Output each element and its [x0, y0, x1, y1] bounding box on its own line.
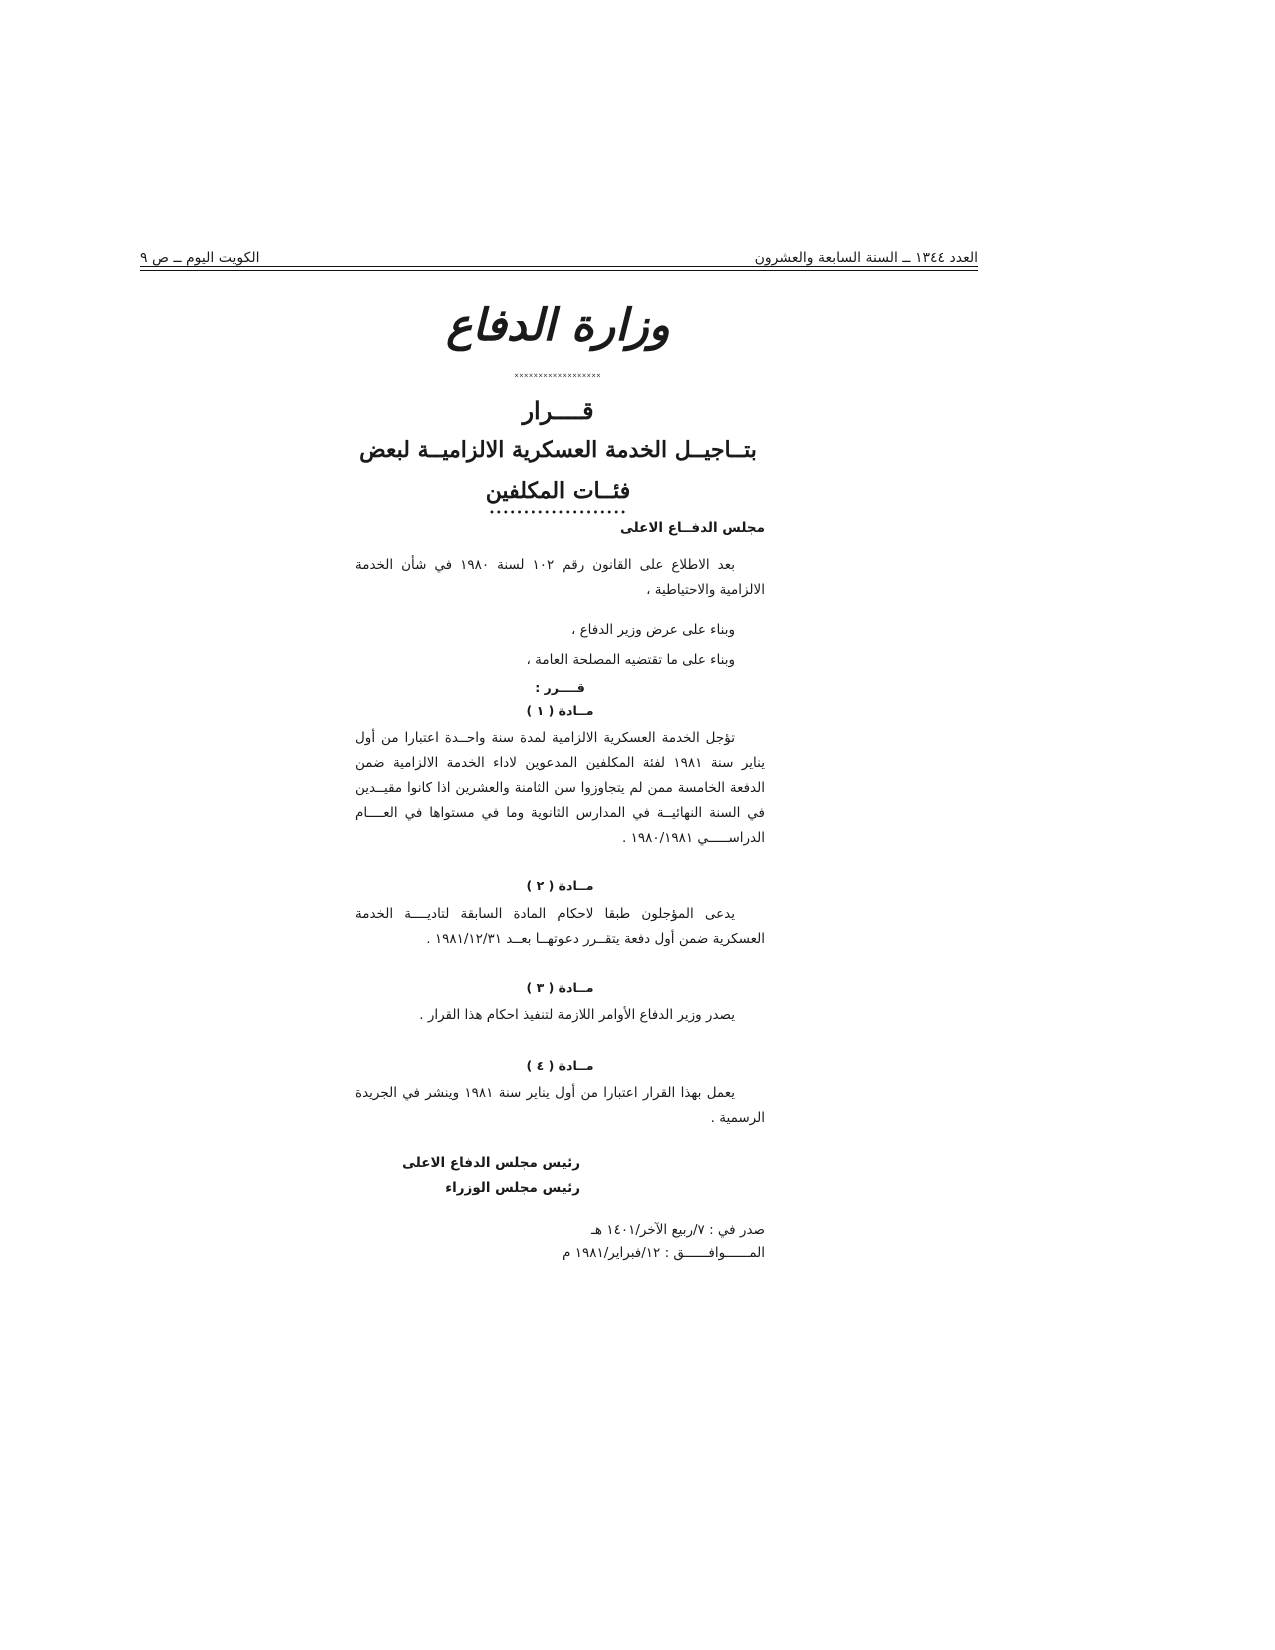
article-4-heading: مــادة ( ٤ )	[526, 1058, 594, 1073]
article-2-text: يدعى المؤجلون طبقا لاحكام المادة السابقة لتاديــــة الخدمة العسكرية ضمن أول دفعة يتقــرر دعوتهــا بعــد ١٩٨١/١٢/٣١ .	[355, 906, 765, 947]
issue-date-hijri: صدر في : ٧/ربيع الآخر/١٤٠١ هـ	[590, 1222, 765, 1238]
article-3-heading: مــادة ( ٣ )	[526, 980, 594, 995]
signature-title-2: رئيس مجلس الوزراء	[445, 1180, 580, 1196]
decision-subject-line-2: فئــات المكلفين	[485, 478, 631, 504]
article-2-heading: مــادة ( ٢ )	[526, 878, 594, 893]
header-rule-bottom	[140, 270, 978, 271]
gazette-name-page: الكويت اليوم ــ ص ٩	[140, 250, 260, 266]
article-1-text: تؤجل الخدمة العسكرية الالزامية لمدة سنة واحــدة اعتبارا من أول يناير سنة ١٩٨١ لفئة المكلفين المدعوين لاداء الخدمة الالزامية ضمن الدفعة الخامسة ممن لم يتجاوزوا سن الثامنة والعشرين اذا كانوا مقيــدين في السنة النهائيــة في المدارس الثانوية وما في مستواها في العــــام الدراســـــي ١٩٨٠/١٩٨١ .	[355, 730, 765, 846]
article-4-text: يعمل بهذا القرار اعتبارا من أول يناير سنة ١٩٨١ وينشر في الجريدة الرسمية .	[355, 1085, 765, 1126]
ornament-rule-dots: ••••••••••••••••••••	[489, 508, 627, 519]
preamble-1: بعد الاطلاع على القانون رقم ١٠٢ لسنة ١٩٨٠ في شأن الخدمة الالزامية والاحتياطية ،	[355, 557, 765, 598]
preamble-3: وبناء على ما تقتضيه المصلحة العامة ،	[526, 652, 735, 668]
preamble-2: وبناء على عرض وزير الدفاع ،	[570, 622, 735, 638]
ministry-name: وزارة الدفاع	[446, 300, 670, 351]
article-1-heading: مــادة ( ١ )	[526, 703, 594, 718]
decides-label: قــــرر :	[535, 680, 585, 695]
issue-number: العدد ١٣٤٤ ــ السنة السابعة والعشرون	[754, 250, 978, 266]
article-3-text: يصدر وزير الدفاع الأوامر اللازمة لتنفيذ احكام هذا القرار .	[419, 1007, 735, 1023]
issuing-authority: مجلس الدفــاع الاعلى	[619, 520, 765, 536]
decision-subject-line-1: بتــاجيــل الخدمة العسكرية الالزاميــة لبعض	[359, 437, 757, 463]
header-rule-top	[140, 266, 978, 267]
decision-heading: قــــرار	[522, 396, 594, 425]
ornament-rule: ˟˟˟˟˟˟˟˟˟˟˟˟˟˟˟˟˟˟	[514, 373, 602, 384]
signature-title-1: رئيس مجلس الدفاع الاعلى	[402, 1155, 580, 1171]
issue-date-gregorian: المــــــوافــــــق : ١٢/فبراير/١٩٨١ م	[562, 1245, 765, 1261]
